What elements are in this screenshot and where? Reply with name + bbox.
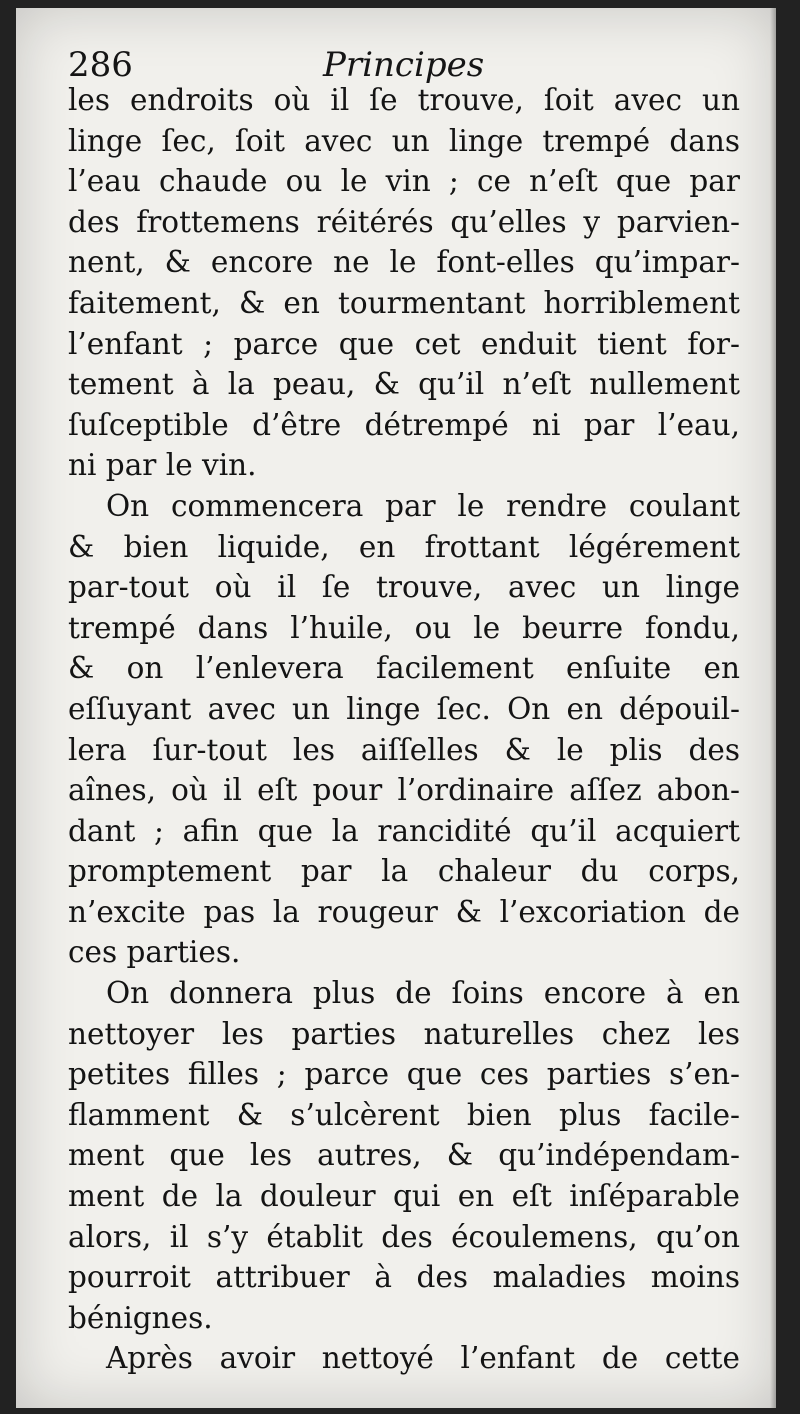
text-line: les endroits où il ſe trouve, ſoit avec un [68, 83, 740, 117]
text-line: trempé dans l’huile, ou le beurre fondu, [68, 610, 740, 645]
text-line: des frottemens réitérés qu’elles y parvien- [68, 204, 740, 239]
text-line: On donnera plus de ſoins encore à en [106, 976, 740, 1011]
text-line: nettoyer les parties naturelles chez les [68, 1016, 740, 1051]
text-line: dant ; afin que la rancidité qu’il acquiert [68, 813, 740, 848]
paragraph-4 [68, 1338, 740, 1379]
body-text [68, 80, 740, 1379]
text-line: eſſuyant avec un linge ſec. On en dépouil- [68, 691, 740, 726]
text-line: aînes, où il eſt pour l’ordinaire aſſez abon- [68, 773, 740, 808]
text-line: n’excite pas la rougeur & l’excoriation de [68, 894, 740, 929]
text-line: lera ſur-tout les aiſſelles & le plis des [68, 732, 740, 767]
paragraph-2 [68, 486, 740, 973]
text-line: promptement par la chaleur du corps, [68, 854, 740, 889]
text-line: petites filles ; parce que ces parties s’en- [68, 1057, 740, 1092]
text-line: bénignes. [68, 1300, 213, 1335]
text-line: l’eau chaude ou le vin ; ce n’eſt que par [68, 164, 740, 199]
text-line: pourroit attribuer à des maladies moins [68, 1260, 740, 1295]
text-line: tement à la peau, & qu’il n’eſt nullement [68, 367, 740, 402]
paragraph-1 [68, 80, 740, 486]
text-line: l’enfant ; parce que cet enduit tient for- [68, 326, 740, 361]
text-line: ces parties. [68, 935, 241, 970]
text-line: flamment & s’ulcèrent bien plus facile- [68, 1097, 740, 1132]
text-line: faitement, & en tourmentant horriblement [68, 285, 740, 320]
text-line: nent, & encore ne le font-elles qu’impar- [68, 245, 740, 280]
text-line: ni par le vin. [68, 448, 257, 483]
text-line: On commencera par le rendre coulant [106, 488, 740, 523]
text-line: & bien liquide, en frottant légérement [68, 529, 740, 564]
text-line: alors, il s’y établit des écoulemens, qu’on [68, 1219, 740, 1254]
running-title: Principes [323, 45, 485, 85]
text-line: ment que les autres, & qu’indépendam- [68, 1138, 740, 1173]
text-line: par-tout où il ſe trouve, avec un linge [68, 570, 740, 605]
text-line: linge ſec, ſoit avec un linge trempé dans [68, 123, 740, 158]
text-line: Après avoir nettoyé l’enfant de cette [106, 1341, 740, 1376]
paragraph-3 [68, 973, 740, 1338]
text-line: & on l’enlevera facilement enſuite en [68, 651, 740, 686]
page-number: 286 [68, 45, 133, 85]
text-line: ſuſceptible d’être détrempé ni par l’eau, [68, 407, 740, 442]
text-line: ment de la douleur qui en eſt inſéparable [68, 1179, 740, 1214]
